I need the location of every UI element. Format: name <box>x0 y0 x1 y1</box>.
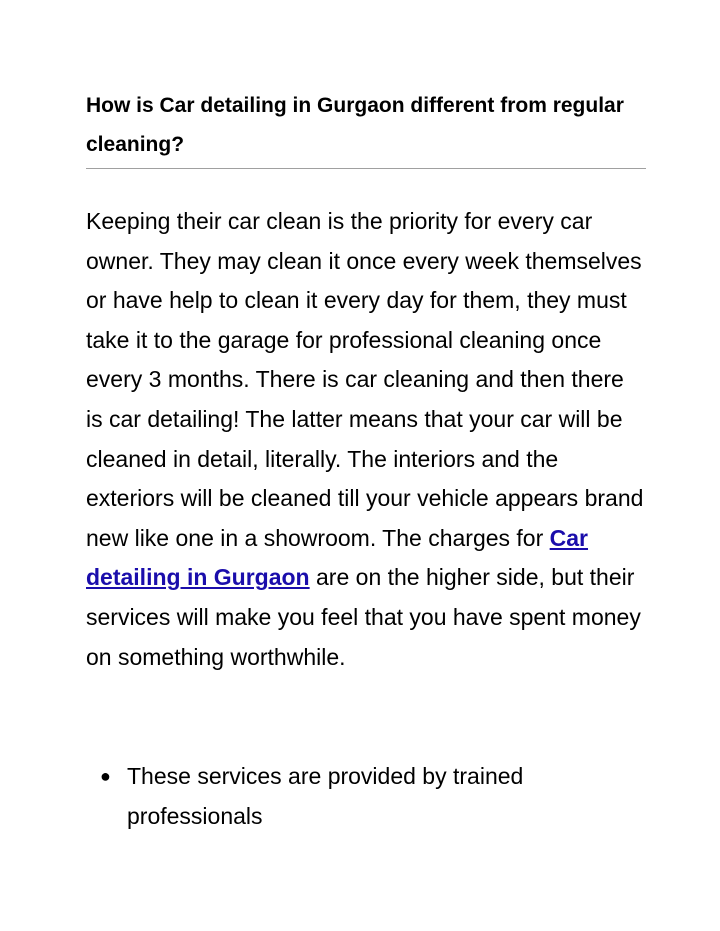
list-item-text: These services are provided by trained professionals <box>127 763 524 829</box>
bullet-icon: ● <box>100 766 111 786</box>
paragraph-text-before-link: Keeping their car clean is the priority for every car owner. They may clean it once every week themselves or have help to clean it every day for them, they must take it to the garage for professional cleaning once every 3 months. There is car cleaning and then there is car detailing! The latter means that your car will be cleaned in detail, literally. The interiors and the exteriors will be cleaned till your vehicle appears brand new like one in a showroom. The charges for <box>86 208 644 551</box>
page-title: How is Car detailing in Gurgaon different from regular cleaning? <box>86 94 624 156</box>
divider <box>86 168 646 169</box>
body-paragraph <box>86 202 646 677</box>
car-detailing-link[interactable]: Car detailing in Gurgaon <box>86 524 589 591</box>
paragraph-text-after-link: are on the higher side, but their services will make you feel that you have spent money on something worthwhile. <box>86 564 641 670</box>
list-item <box>100 757 640 836</box>
bullet-list <box>100 757 640 836</box>
